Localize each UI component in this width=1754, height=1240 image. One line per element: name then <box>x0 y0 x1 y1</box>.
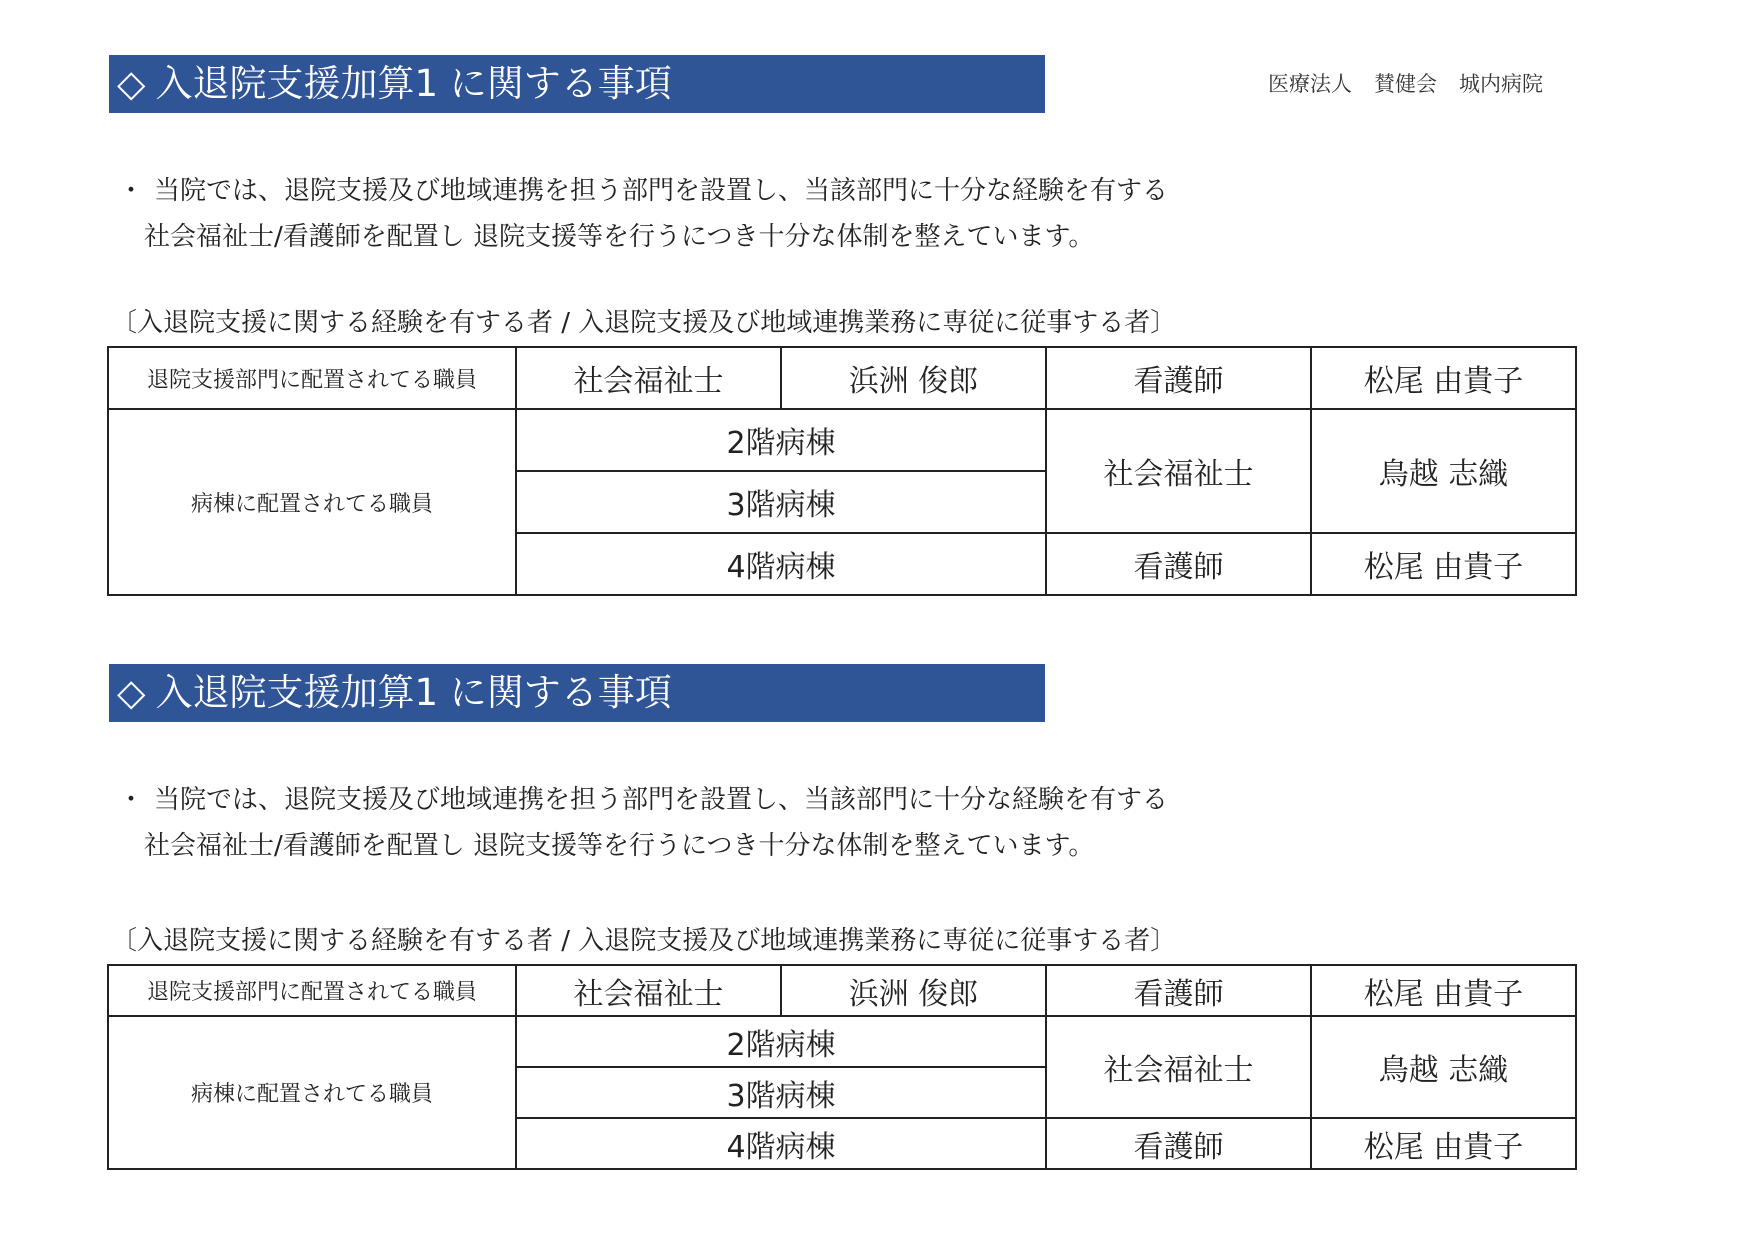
section-1-table-caption: 〔入退院支援に関する経験を有する者 / 入退院支援及び地域連携業務に専従に従事する者〕 <box>111 308 1177 338</box>
table-row <box>108 347 1576 409</box>
section-1-title-banner <box>109 55 1045 113</box>
ward-4-name-cell: 松尾 由貴子 <box>1311 1118 1576 1169</box>
section-1-staff-table <box>107 346 1577 596</box>
ward-3-cell: 3階病棟 <box>516 1067 1046 1118</box>
org-hospital: 城内病院 <box>1459 72 1543 96</box>
org-corporation: 医療法人 <box>1268 72 1352 96</box>
section-2-table-caption: 〔入退院支援に関する経験を有する者 / 入退院支援及び地域連携業務に専従に従事する者〕 <box>111 926 1177 956</box>
dept-label-cell: 退院支援部門に配置されてる職員 <box>108 965 516 1016</box>
table-row <box>108 965 1576 1016</box>
paragraph-line-1: 当院では、退院支援及び地域連携を担う部門を設置し、当該部門に十分な経験を有する <box>154 785 1169 815</box>
section-2-title-banner <box>109 664 1045 722</box>
ward-2-cell: 2階病棟 <box>516 1016 1046 1067</box>
section-2-paragraph <box>118 777 1168 869</box>
ward-23-role-cell: 社会福祉士 <box>1046 409 1311 533</box>
section-2-staff-table <box>107 964 1577 1170</box>
bullet-icon: ・ <box>118 176 145 206</box>
diamond-icon: ◇ <box>117 62 146 105</box>
ward-4-role-cell: 看護師 <box>1046 533 1311 595</box>
org-association: 賛健会 <box>1374 72 1437 96</box>
paragraph-line-2: 社会福祉士/看護師を配置し 退院支援等を行うにつき十分な体制を整えています。 <box>144 222 1095 252</box>
diamond-icon: ◇ <box>117 671 146 714</box>
ward-4-cell: 4階病棟 <box>516 533 1046 595</box>
ward-4-role-cell: 看護師 <box>1046 1118 1311 1169</box>
ward-23-name-cell: 鳥越 志織 <box>1311 409 1576 533</box>
dept-social-name-cell: 浜洲 俊郎 <box>781 965 1046 1016</box>
dept-nurse-name-cell: 松尾 由貴子 <box>1311 347 1576 409</box>
ward-23-name-cell: 鳥越 志織 <box>1311 1016 1576 1118</box>
table-row <box>108 1016 1576 1067</box>
section-2-title: 入退院支援加算1 に関する事項 <box>155 671 672 714</box>
table-row <box>108 409 1576 471</box>
ward-3-cell: 3階病棟 <box>516 471 1046 533</box>
ward-4-name-cell: 松尾 由貴子 <box>1311 533 1576 595</box>
dept-social-name-cell: 浜洲 俊郎 <box>781 347 1046 409</box>
ward-label-cell: 病棟に配置されてる職員 <box>108 409 516 595</box>
paragraph-line-1: 当院では、退院支援及び地域連携を担う部門を設置し、当該部門に十分な経験を有する <box>154 176 1169 206</box>
ward-label-cell: 病棟に配置されてる職員 <box>108 1016 516 1169</box>
organization-name <box>1268 68 1568 98</box>
dept-nurse-role-cell: 看護師 <box>1046 347 1311 409</box>
dept-label-cell: 退院支援部門に配置されてる職員 <box>108 347 516 409</box>
ward-23-role-cell: 社会福祉士 <box>1046 1016 1311 1118</box>
bullet-icon: ・ <box>118 785 145 815</box>
ward-4-cell: 4階病棟 <box>516 1118 1046 1169</box>
dept-nurse-role-cell: 看護師 <box>1046 965 1311 1016</box>
paragraph-line-2: 社会福祉士/看護師を配置し 退院支援等を行うにつき十分な体制を整えています。 <box>144 831 1095 861</box>
ward-2-cell: 2階病棟 <box>516 409 1046 471</box>
dept-nurse-name-cell: 松尾 由貴子 <box>1311 965 1576 1016</box>
dept-social-role-cell: 社会福祉士 <box>516 965 781 1016</box>
section-1-paragraph <box>118 168 1168 260</box>
section-1-title: 入退院支援加算1 に関する事項 <box>155 62 672 105</box>
dept-social-role-cell: 社会福祉士 <box>516 347 781 409</box>
